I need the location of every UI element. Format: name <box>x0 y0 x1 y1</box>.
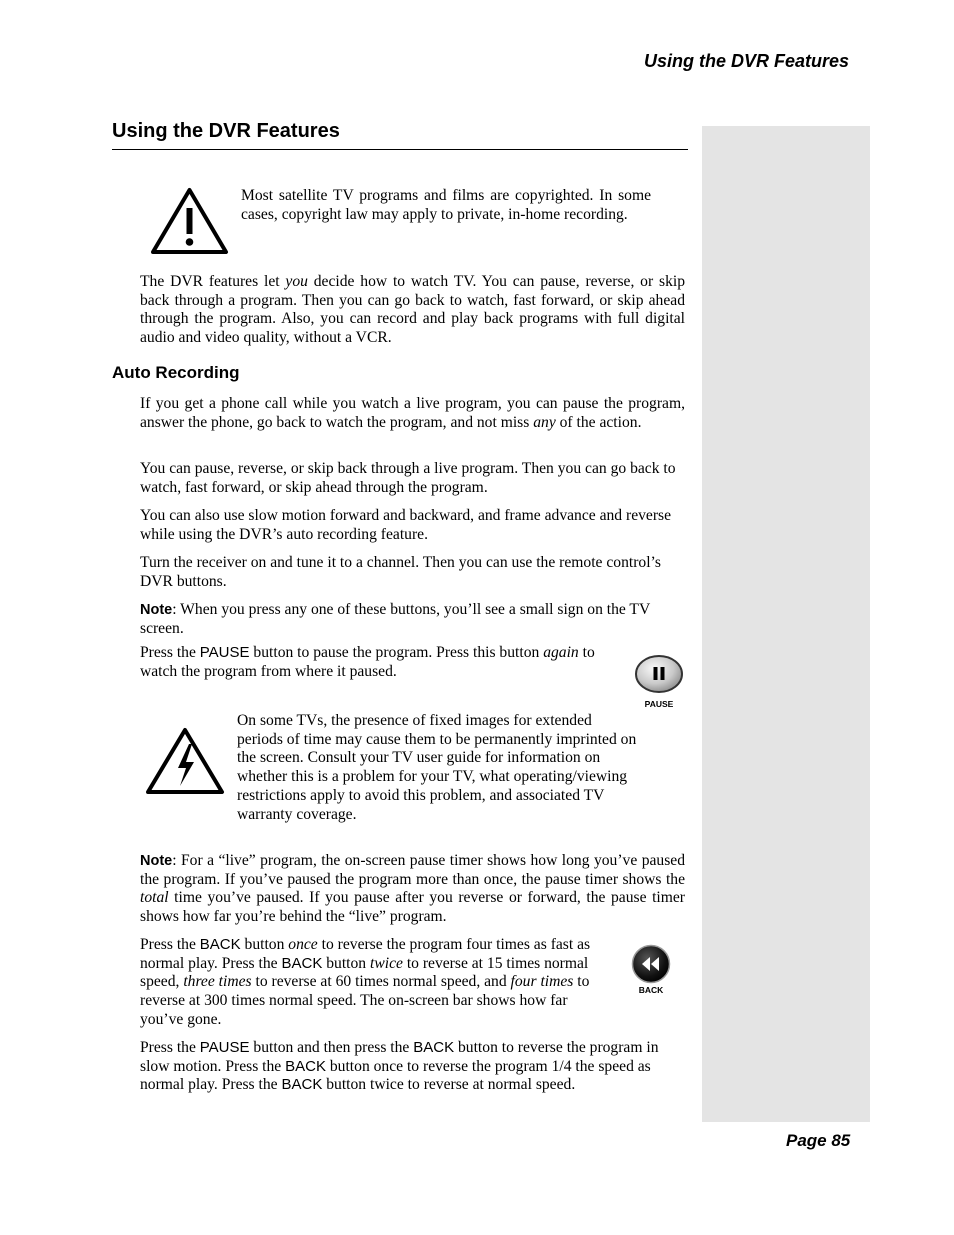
intro-paragraph: The DVR features let you decide how to watch TV. You can pause, reverse, or skip back through a program. Then you can go back to watch, fast forward, or skip ahead through the program. Also, you can record and play back programs with full digital audio and video quality, without a VCR. <box>140 273 685 347</box>
title-rule <box>112 149 688 150</box>
pause-paragraph: Press the PAUSE button to pause the program. Press this button again to watch the program from where it paused. <box>140 644 595 680</box>
back-paragraph: Press the BACK button once to reverse the program four times as fast as normal play. Press the BACK button twice to reverse at 15 times normal speed, three times to reverse at 60 times normal speed, and four times to reverse at 300 times normal speed. The on-screen bar shows how far you’ve gone. <box>140 936 591 1028</box>
margin-sidebar <box>702 126 870 1122</box>
copyright-warning-text: Most satellite TV programs and films are copyrighted. In some cases, copyright law may apply to private, in-home recording. <box>241 187 651 223</box>
electric-hazard-icon <box>145 726 225 796</box>
note-buttons: Note: When you press any one of these buttons, you’ll see a small sign on the TV screen. <box>140 601 650 637</box>
note-pause-timer: Note: For a “live” program, the on-screen pause timer shows how long you’ve paused the program. If you’ve paused the program more than once, the pause timer shows the total time you’ve paused. If you pause after you reverse or forward, the pause timer shows how far you’re behind the “live” program. <box>140 852 685 926</box>
pause-button-icon <box>633 653 685 695</box>
slow-motion-paragraph: Press the PAUSE button and then press the BACK button to reverse the program in slow motion. Press the BACK button once to reverse the program 1/4 the speed as normal play. Press the BACK button twice to reverse at normal speed. <box>140 1039 659 1094</box>
auto-recording-heading: Auto Recording <box>112 363 240 382</box>
burn-in-warning-text: On some TVs, the presence of fixed images for extended periods of time may cause them to be permanently imprinted on the screen. Consult your TV user guide for information on whether this is a problem for your TV, what operating/viewing restrictions apply to avoid this problem, and associated TV warranty coverage. <box>237 712 637 823</box>
page-number: Page 85 <box>786 1131 851 1150</box>
auto-paragraph-3: You can also use slow motion forward and backward, and frame advance and reverse while using the DVR’s auto recording feature. <box>140 507 672 543</box>
pause-icon-label: PAUSE <box>644 699 674 709</box>
auto-paragraph-4: Turn the receiver on and tune it to a channel. Then you can use the remote control’s DVR buttons. <box>140 554 661 590</box>
running-header: Using the DVR Features <box>644 51 850 71</box>
auto-paragraph-2: You can pause, reverse, or skip back through a live program. Then you can go back to watch, fast forward, or skip ahead through the program. <box>140 460 676 496</box>
back-button-icon <box>630 943 672 985</box>
warning-icon <box>150 186 229 256</box>
auto-paragraph-1: If you get a phone call while you watch a live program, you can pause the program, answer the phone, go back to watch the program, and not miss any of the action. <box>140 395 685 431</box>
back-icon-label: BACK <box>638 985 664 995</box>
section-title: Using the DVR Features <box>112 120 340 142</box>
